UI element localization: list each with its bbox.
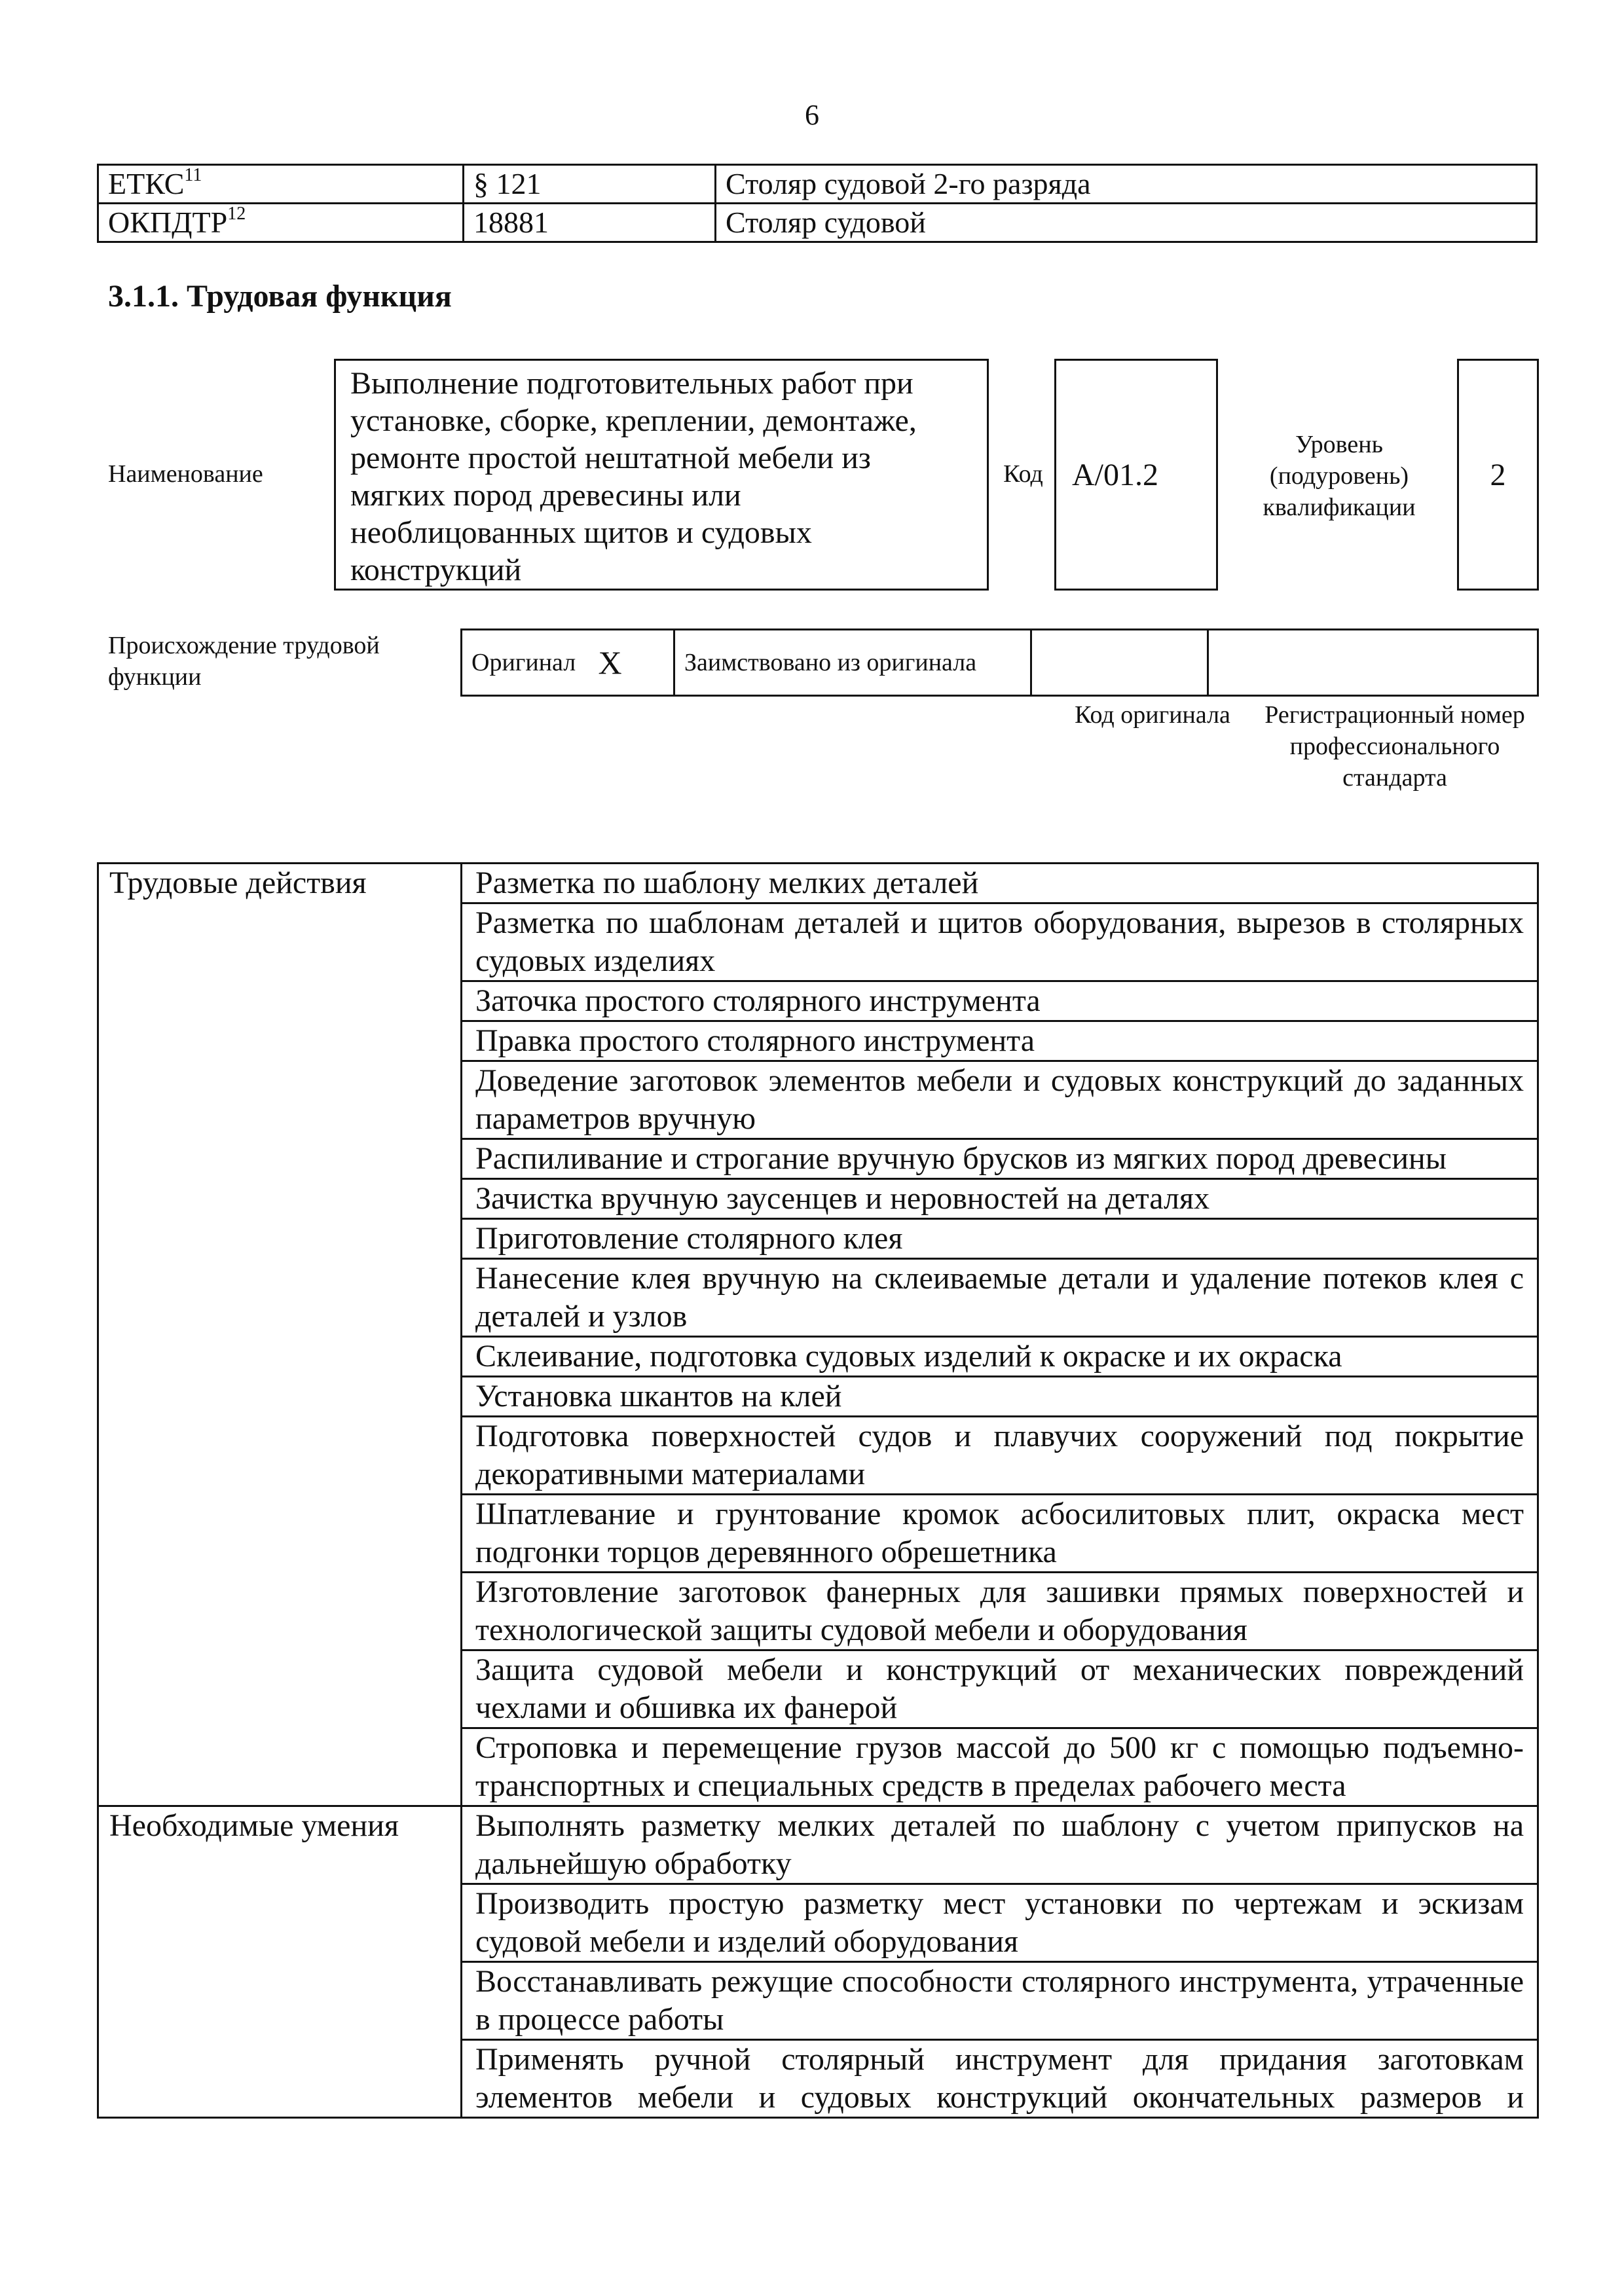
list-item: Выполнять разметку мелких деталей по шаблону с учетом припусков на дальнейшую обработку <box>462 1806 1538 1884</box>
list-item: Строповка и перемещение грузов массой до 500 кг с помощью подъемно-транспортных и специальных средств в пределах рабочего места <box>462 1728 1538 1806</box>
list-item: Заточка простого столярного инструмента <box>462 981 1538 1021</box>
list-item: Подготовка поверхностей судов и плавучих сооружений под покрытие декоративными материалами <box>462 1417 1538 1495</box>
origin-label: Происхождение трудовой функции <box>108 632 380 691</box>
list-item: Склеивание, подготовка судовых изделий к окраске и их окраска <box>462 1337 1538 1377</box>
skills-label: Необходимые умения <box>98 1806 462 2118</box>
list-item: Правка простого столярного инструмента <box>462 1021 1538 1061</box>
original-code-cell <box>1031 630 1208 696</box>
page-number: 6 <box>805 99 819 131</box>
original-code-caption: Код оригинала <box>1075 701 1230 729</box>
origin-table <box>460 629 1539 697</box>
classification-system: ОКПДТР <box>108 206 228 239</box>
classification-code: § 121 <box>464 165 716 204</box>
list-item: Установка шкантов на клей <box>462 1377 1538 1417</box>
level-label: Уровень (подуровень) квалификации <box>1263 431 1416 521</box>
functions-table <box>97 862 1539 2119</box>
reg-number-cell <box>1208 630 1538 696</box>
classification-system-cell <box>98 204 464 242</box>
level-value: 2 <box>1457 359 1539 591</box>
list-item: Доведение заготовок элементов мебели и судовых конструкций до заданных параметров вручную <box>462 1061 1538 1139</box>
name-label: Наименование <box>108 460 263 488</box>
table-row <box>98 1806 1538 1884</box>
function-code-value: A/01.2 <box>1054 359 1218 591</box>
classification-row <box>98 165 1537 204</box>
classification-table <box>97 164 1538 243</box>
list-item: Нанесение клея вручную на склеиваемые детали и удаление потеков клея с деталей и узлов <box>462 1259 1538 1337</box>
table-row <box>98 864 1538 903</box>
skill-last-item-text: Применять ручной столярный инструмент для придания заготовкам элементов мебели и судовых конструкций окончательных размеров и <box>475 2042 1524 2115</box>
list-item: Распиливание и строгание вручную брусков из мягких пород древесины <box>462 1139 1538 1179</box>
function-name-value: Выполнение подготовительных работ при установке, сборке, креплении, демонтаже, ремонте простой нештатной мебели из мягких пород древесины или необлицованных щитов и судовых конструкций <box>334 359 989 591</box>
classification-code: 18881 <box>464 204 716 242</box>
footnote-ref: 11 <box>184 165 202 185</box>
classification-row <box>98 204 1537 242</box>
list-item: Защита судовой мебели и конструкций от механических повреждений чехлами и обшивка их фанерой <box>462 1650 1538 1728</box>
footnote-ref: 12 <box>227 204 246 224</box>
original-label: Оригинал <box>462 630 589 696</box>
classification-system: ЕТКС <box>108 167 185 200</box>
borrowed-label: Заимствовано из оригинала <box>674 630 1031 696</box>
labor-actions-label: Трудовые действия <box>98 864 462 1806</box>
code-label: Код <box>1003 460 1043 488</box>
classification-title: Столяр судовой <box>716 204 1537 242</box>
list-item: Зачистка вручную заусенцев и неровностей на деталях <box>462 1179 1538 1219</box>
original-mark: X <box>589 630 674 696</box>
list-item: Изготовление заготовок фанерных для зашивки прямых поверхностей и технологической защиты судовой мебели и оборудования <box>462 1573 1538 1650</box>
reg-number-caption: Регистрационный номер профессионального стандарта <box>1264 701 1525 792</box>
list-item: Приготовление столярного клея <box>462 1219 1538 1259</box>
list-item: Шпатлевание и грунтование кромок асбосилитовых плит, окраска мест подгонки торцов деревянного обрешетника <box>462 1495 1538 1573</box>
list-item: Восстанавливать режущие способности столярного инструмента, утраченные в процессе работы <box>462 1962 1538 2040</box>
classification-system-cell <box>98 165 464 204</box>
list-item <box>462 2040 1538 2118</box>
list-item: Производить простую разметку мест установки по чертежам и эскизам судовой мебели и изделий оборудования <box>462 1884 1538 1962</box>
list-item: Разметка по шаблону мелких деталей <box>462 864 1538 903</box>
classification-title: Столяр судовой 2-го разряда <box>716 165 1537 204</box>
section-title: 3.1.1. Трудовая функция <box>108 279 452 314</box>
list-item: Разметка по шаблонам деталей и щитов оборудования, вырезов в столярных судовых изделиях <box>462 903 1538 981</box>
